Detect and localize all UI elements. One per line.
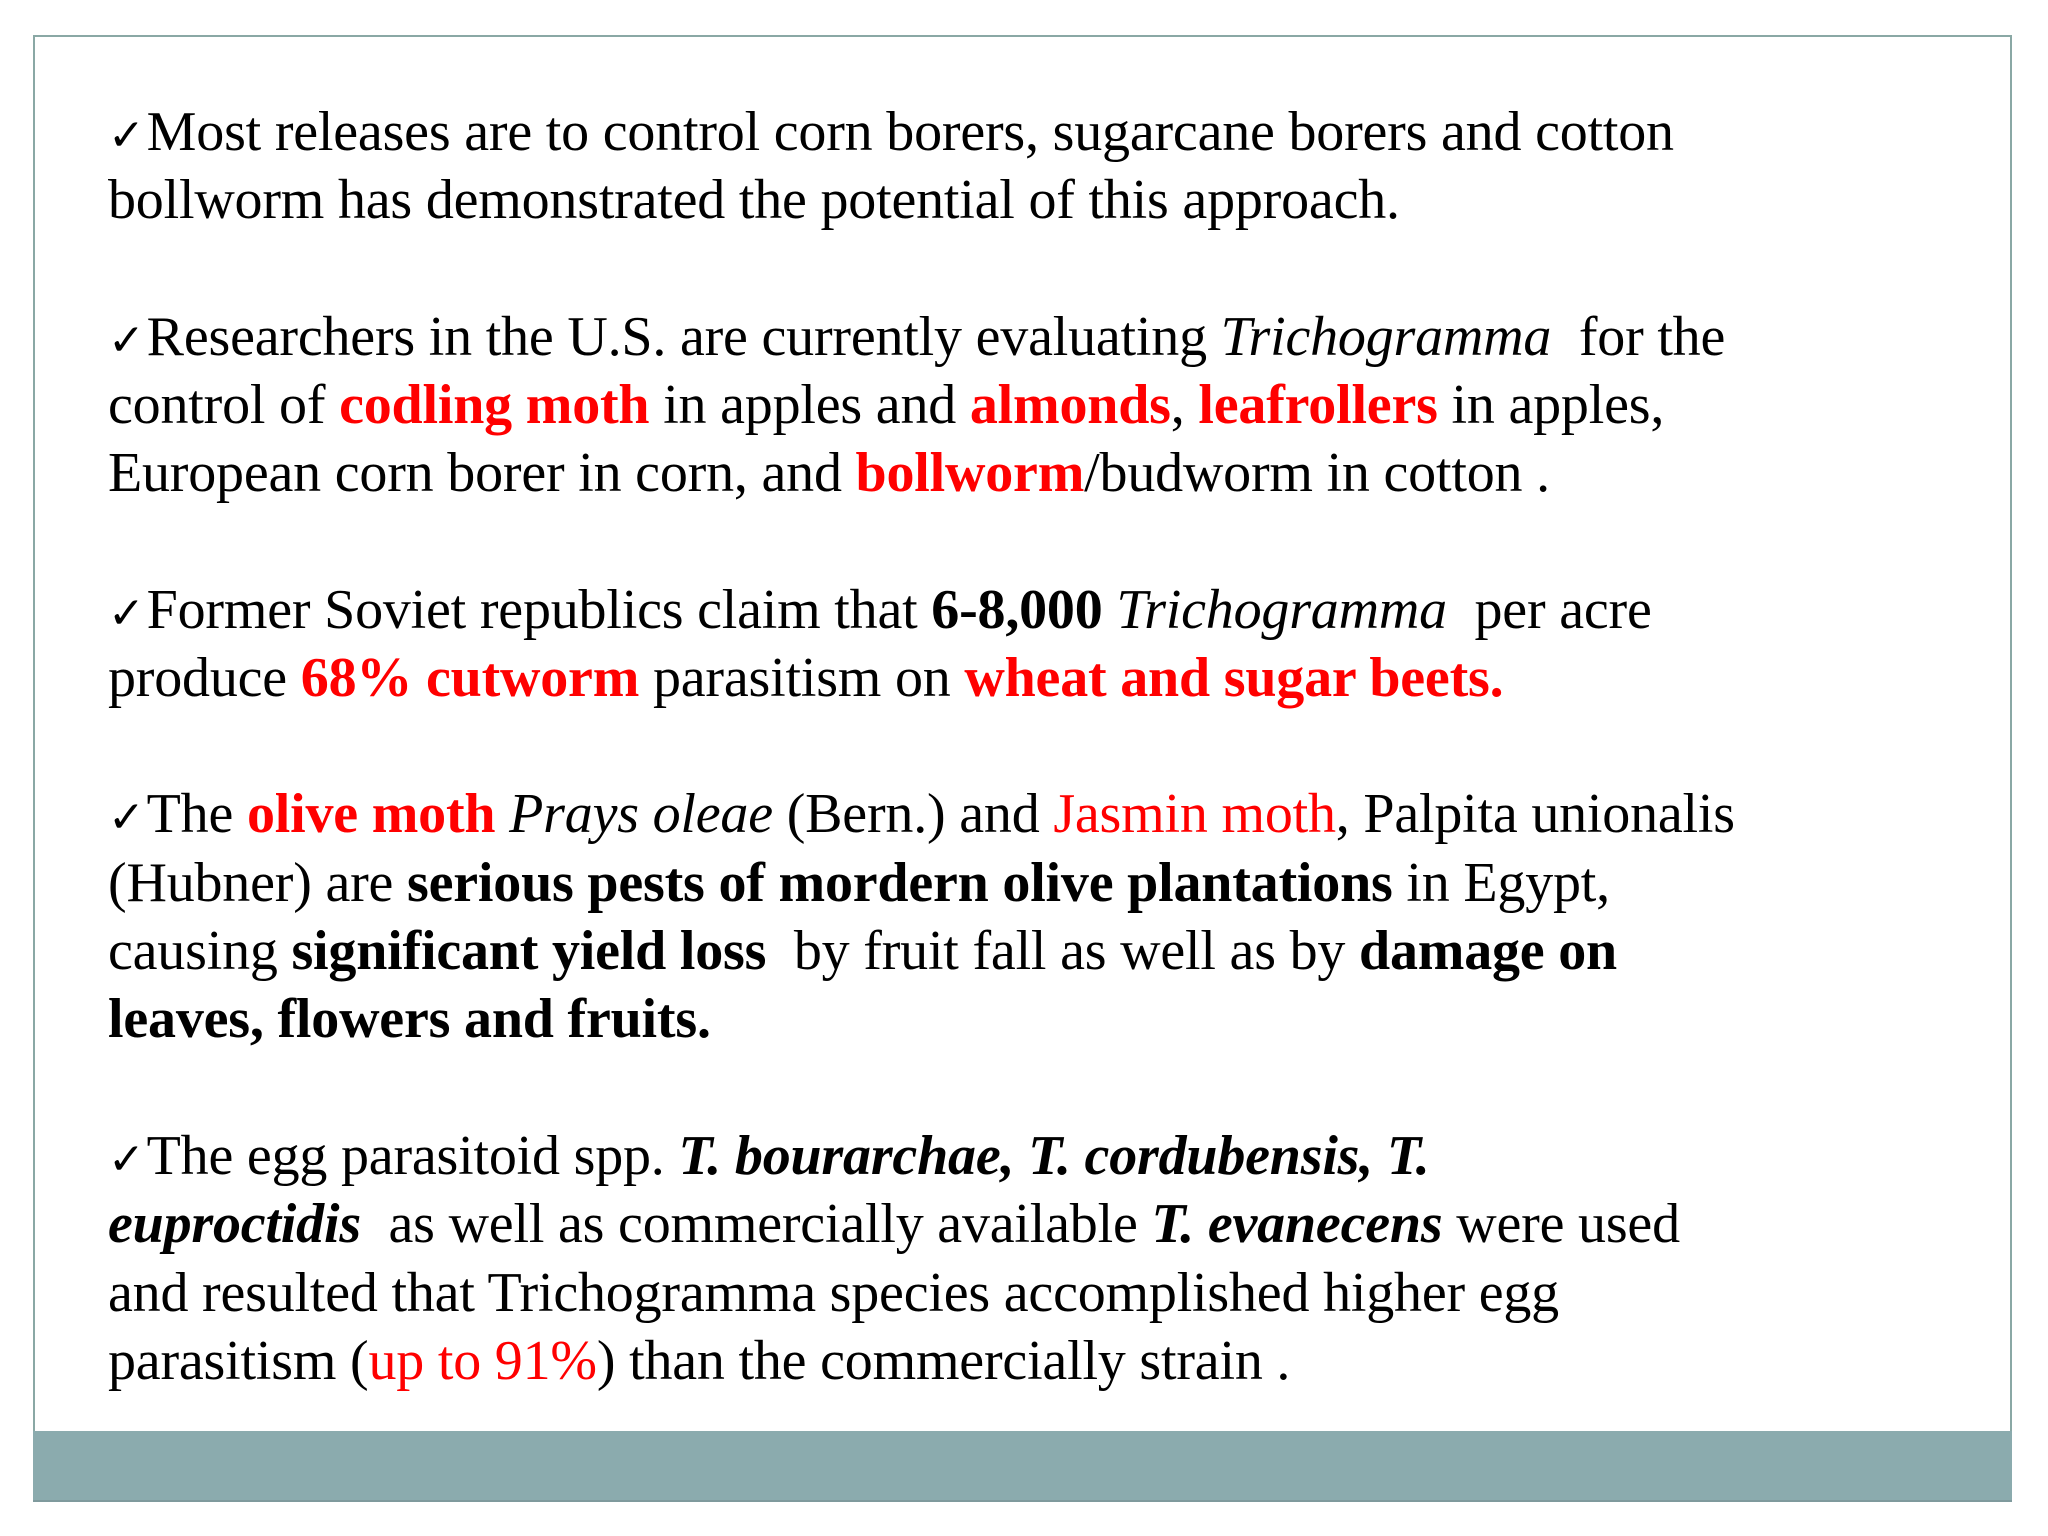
paragraph-2-line-3 (108, 439, 1550, 507)
checkmark-icon: ✓ (108, 315, 145, 366)
highlight-olive-moth: olive moth (246, 783, 496, 845)
paragraph-3-line-2 (108, 644, 1503, 712)
footer-band (33, 1431, 2012, 1502)
emphasis-yield-loss: significant yield loss (291, 920, 767, 982)
text: were used (1442, 1193, 1680, 1255)
highlight-almonds: almonds (969, 374, 1171, 436)
text: by fruit fall as well as by (766, 920, 1359, 982)
text: /budworm in cotton . (1084, 442, 1550, 504)
text: per acre (1446, 579, 1652, 641)
highlight-cutworm: 68% cutworm (300, 647, 640, 709)
paragraph-3-line-1 (108, 576, 1652, 644)
text: European corn borer in corn, and (108, 442, 856, 504)
emphasis-serious-pests: serious pests of mordern olive plantations (407, 852, 1393, 914)
paragraph-4-line-1 (108, 780, 1735, 848)
text: (Hubner) are (108, 852, 408, 914)
emphasis-damage: damage on (1359, 920, 1617, 982)
text: in apples, (1437, 374, 1665, 436)
text: as well as commercially available (360, 1193, 1152, 1255)
checkmark-icon: ✓ (108, 792, 145, 843)
species-prays-oleae: Prays oleae (509, 783, 773, 845)
checkmark-icon: ✓ (108, 1134, 145, 1185)
highlight-bollworm: bollworm (855, 442, 1085, 504)
highlight-jasmin-moth: Jasmin moth (1053, 783, 1336, 845)
paragraph-1-line-2 (108, 166, 1400, 234)
genus-trichogramma: Trichogramma (1220, 306, 1552, 368)
checkmark-icon: ✓ (108, 110, 145, 161)
paragraph-5-line-4 (108, 1327, 1290, 1395)
paragraph-1-line-1 (108, 98, 1674, 166)
highlight-codling-moth: codling moth (339, 374, 650, 436)
species-evanecens: T. evanecens (1151, 1193, 1443, 1255)
highlight-parasitism-rate: up to 91% (368, 1330, 597, 1392)
text: ) than the commercially strain . (596, 1330, 1291, 1392)
text: causing (108, 920, 292, 982)
text: , Palpita unionalis (1335, 783, 1735, 845)
paragraph-5-line-2 (108, 1190, 1680, 1258)
text: Researchers in the U.S. are currently evaluating (146, 306, 1221, 368)
paragraph-4-line-2 (108, 849, 1610, 917)
checkmark-icon: ✓ (108, 588, 145, 639)
highlight-crops: wheat and sugar beets. (964, 647, 1504, 709)
text: The (146, 783, 247, 845)
text (1103, 579, 1117, 641)
genus-trichogramma: Trichogramma (1116, 579, 1447, 641)
highlight-leafrollers: leafrollers (1198, 374, 1438, 436)
text: bollworm has demonstrated the potential of this approach. (108, 169, 1400, 231)
paragraph-5-line-1 (108, 1122, 1430, 1190)
text: produce (108, 647, 301, 709)
text: The egg parasitoid spp. (146, 1125, 679, 1187)
text: parasitism on (639, 647, 965, 709)
text: parasitism ( (108, 1330, 369, 1392)
species-list: T. bourarchae, T. cordubensis, T. (678, 1125, 1430, 1187)
text: control of (108, 374, 340, 436)
text: leaves, flowers and fruits. (108, 988, 711, 1050)
paragraph-5-line-3 (108, 1259, 1559, 1327)
emphasis-count: 6-8,000 (931, 579, 1103, 641)
text (495, 783, 509, 845)
text: Former Soviet republics claim that (146, 579, 932, 641)
paragraph-2-line-1 (108, 303, 1725, 371)
text: for the (1551, 306, 1726, 368)
paragraph-2-line-2 (108, 371, 1664, 439)
species-euproctidis: euproctidis (108, 1193, 361, 1255)
text: Most releases are to control corn borers, sugarcane borers and cotton (146, 101, 1674, 163)
text: in apples and (649, 374, 970, 436)
paragraph-4-line-3 (108, 917, 1617, 985)
text: , (1170, 374, 1199, 436)
paragraph-4-line-4 (108, 985, 711, 1053)
text: and resulted that Trichogramma species accomplished higher egg (108, 1262, 1559, 1324)
text: in Egypt, (1392, 852, 1610, 914)
text: (Bern.) and (772, 783, 1054, 845)
